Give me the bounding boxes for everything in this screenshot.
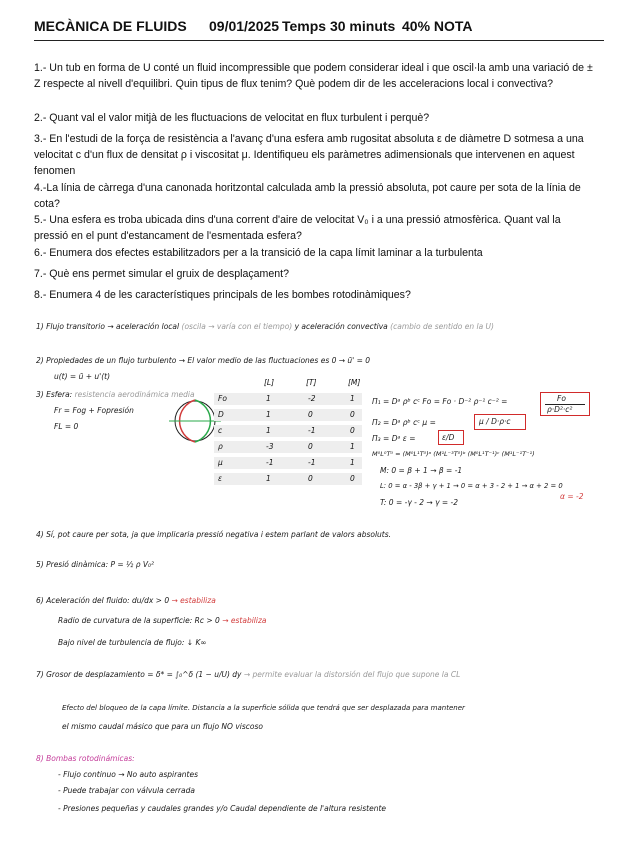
pi-1-box: Fo ρ·D²·c² — [540, 392, 590, 416]
pi-2: Π₂ = Dᵃ ρᵇ cᶜ μ = — [372, 418, 436, 427]
question-6: 6.- Enumera dos efectes estabilitzadors per a la transició de la capa límit laminar a la turbulenta — [34, 247, 483, 259]
exam-title: MECÀNICA DE FLUIDS — [34, 18, 187, 34]
answer-7-c: el mismo caudal másico que para un flujo NO viscoso — [62, 722, 263, 731]
pi-1: Π₁ = Dᵃ ρᵇ cᶜ Fo = Fo · D⁻² ρ⁻¹ c⁻² = — [372, 397, 508, 406]
answer-3-lift: FL = 0 — [54, 422, 79, 431]
exam-weight: 40% NOTA — [402, 18, 473, 34]
answer-8-title: 8) Bombas rotodinámicas: — [36, 754, 135, 763]
answer-6-3: Bajo nivel de turbulencia de flujo: ↓ K∞ — [58, 638, 207, 647]
answer-6-2: Radio de curvatura de la superficie: Rc > 0 → estabiliza — [58, 616, 267, 625]
alpha-result: α = -2 — [560, 492, 584, 501]
question-3: 3.- En l'estudi de la força de resistència a l'avanç d'una esfera amb rugositat absoluta ε de diàmetre D sotmesa a una velocitat c d'un flux de densitat ρ i viscositat μ. Identifiqueu els paràmetres adimensionals que intervenen en aquest fenomen — [34, 133, 584, 177]
answer-1: 1) Flujo transitorio → aceleración local (oscila → varía con el tiempo) y aceleración convectiva (cambio de sentido en la U) — [36, 322, 494, 331]
question-4: 4.-La línia de càrrega d'una canonada horitzontal calculada amb la pressió absoluta, pot caure per sota de la línia de cota? — [34, 182, 581, 210]
exam-date: 09/01/2025 — [209, 18, 280, 34]
question-2: 2.- Quant val el valor mitjà de les fluctuacions de velocitat en flux turbulent i perquè? — [34, 112, 430, 124]
answer-4: 4) Sí, pot caure per sota, ja que implicaria pressió negativa i estem parlant de valors absoluts. — [36, 530, 392, 539]
exam-header — [34, 12, 604, 41]
equation-m: M: 0 = β + 1 → β = -1 — [380, 466, 463, 475]
answer-8-item: - Puede trabajar con válvula cerrada — [58, 786, 195, 795]
answer-7-b: Efecto del bloqueo de la capa límite. Distancia a la superficie sólida que tendrá que ser desplazada para mantener — [62, 704, 465, 712]
equation-l: L: 0 = α - 3β + γ + 1 → 0 = α + 3 - 2 + 1 → α + 2 = 0 — [380, 482, 563, 490]
table-row: c 1 -1 0 — [214, 425, 362, 437]
question-5: 5.- Una esfera es troba ubicada dins d'una corrent d'aire de velocitat V₀ i a una pressió atmosfèrica. Quant val la pressió en el punt d'estancament de l'esmentada esfera? — [34, 214, 561, 242]
answer-2: 2) Propiedades de un flujo turbulento → El valor medio de las fluctuaciones es 0 → ū' = 0 — [36, 356, 371, 365]
pi-3: Π₃ = Dᵃ ε = — [372, 434, 416, 443]
pi-3-box: ε/D — [438, 430, 464, 445]
answer-8-item: - Flujo continuo → No auto aspirantes — [58, 770, 199, 779]
answer-3-title: 3) Esfera: resistencia aerodinámica media — [36, 390, 195, 399]
question-7: 7.- Què ens permet simular el gruix de desplaçament? — [34, 268, 289, 280]
answer-8-item: - Presiones pequeñas y caudales grandes y/o Caudal dependiente de l'altura resistente — [58, 804, 387, 813]
dimension-equation: M⁰L⁰T⁰ = (M⁰L¹T⁰)ᵃ (M¹L⁻³T⁰)ᵇ (M⁰L¹T⁻¹)ᶜ (M¹L⁻¹T⁻¹) — [372, 450, 535, 458]
answer-2-formula: u(t) = ū + u'(t) — [54, 372, 111, 381]
equation-t: T: 0 = -γ - 2 → γ = -2 — [380, 498, 459, 507]
answer-6-1: 6) Aceleración del fluido: du/dx > 0 → estabiliza — [36, 596, 216, 605]
pi-2-box: μ / D·ρ·c — [474, 414, 526, 430]
answer-5: 5) Presió dinàmica: P = ½ ρ V₀² — [36, 560, 154, 569]
answer-3-force: Fr = Fog + Fopresión — [54, 406, 134, 415]
table-row: ρ -3 0 1 — [214, 441, 362, 453]
question-1: 1.- Un tub en forma de U conté un fluid incompressible que podem considerar ideal i que oscil·la amb una variació de ± Z respecte al nivell d'equilibri. Quin tipus de flux tenim? Què podem dir de les acceleracions local i convectiva? — [34, 62, 593, 90]
table-row: μ -1 -1 1 — [214, 457, 362, 469]
table-row: Fo 1 -2 1 — [214, 393, 362, 405]
answer-7: 7) Grosor de desplazamiento = δ* = ∫₀^δ (1 − u/U) dy → permite evaluar la distorsión del flujo que supone la CL — [36, 670, 461, 679]
exam-time: Temps 30 minuts — [282, 18, 396, 34]
table-row: ε 1 0 0 — [214, 473, 362, 485]
table-row: D 1 0 0 — [214, 409, 362, 421]
question-8: 8.- Enumera 4 de les característiques principals de les bombes rotodinàmiques? — [34, 289, 411, 301]
